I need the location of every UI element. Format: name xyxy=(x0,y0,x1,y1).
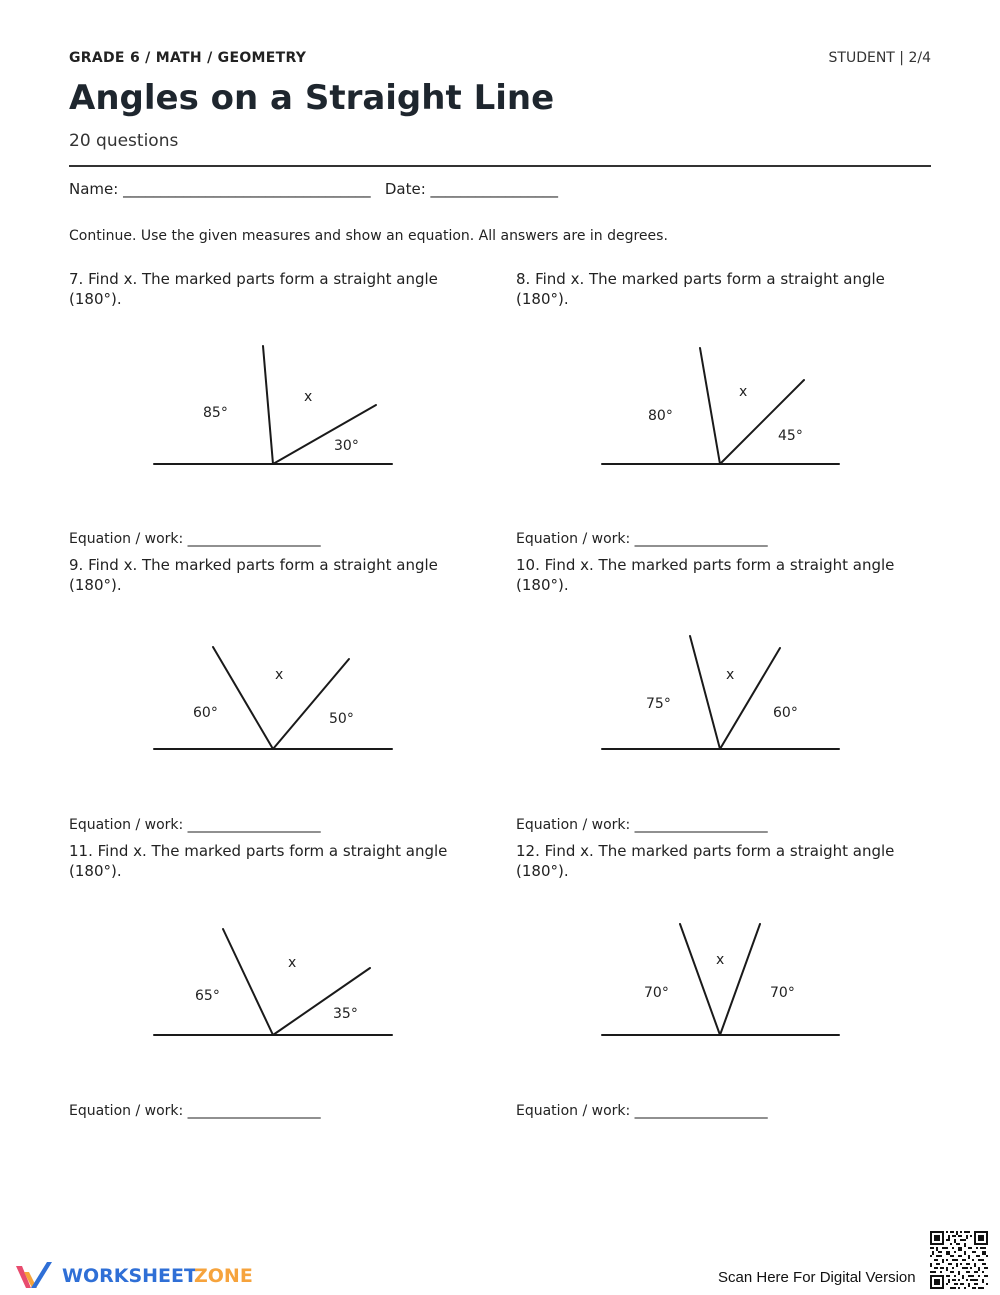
question-9-diagram xyxy=(100,625,480,825)
ray-left xyxy=(700,348,720,464)
question-8-diagram xyxy=(548,340,928,540)
ray-right xyxy=(720,648,780,749)
right-angle-label: 45° xyxy=(778,428,803,444)
instructions: Continue. Use the given measures and show an equation. All answers are in degrees. xyxy=(69,228,668,244)
question-11-diagram xyxy=(100,911,480,1111)
question-12-work-line[interactable]: Equation / work: ___________________ xyxy=(516,1103,768,1119)
left-angle-label: 80° xyxy=(648,408,673,424)
question-10-diagram xyxy=(548,625,928,825)
question-8-work-line[interactable]: Equation / work: ___________________ xyxy=(516,531,768,547)
right-angle-label: 35° xyxy=(333,1006,358,1022)
header-divider xyxy=(69,165,931,167)
name-date-fields[interactable]: Name: _________________________________ Date: _________________ xyxy=(69,180,559,198)
question-7-work-line[interactable]: Equation / work: ___________________ xyxy=(69,531,321,547)
page-info: STUDENT | 2/4 xyxy=(828,50,931,66)
qr-code-icon[interactable] xyxy=(930,1231,988,1289)
right-angle-label: 70° xyxy=(770,985,795,1001)
right-angle-label: 60° xyxy=(773,705,798,721)
ray-right xyxy=(720,380,804,464)
unknown-angle-label: x xyxy=(739,384,748,400)
question-7-text: 7. Find x. The marked parts form a straight angle (180°). xyxy=(69,270,438,308)
scan-caption: Scan Here For Digital Version xyxy=(718,1269,916,1286)
question-8-text: 8. Find x. The marked parts form a straight angle (180°). xyxy=(516,270,885,308)
unknown-angle-label: x xyxy=(304,389,313,405)
question-12-text: 12. Find x. The marked parts form a straight angle (180°). xyxy=(516,842,895,880)
unknown-angle-label: x xyxy=(726,667,735,683)
ray-left xyxy=(223,929,273,1035)
right-angle-label: 30° xyxy=(334,438,359,454)
question-11-work-line[interactable]: Equation / work: ___________________ xyxy=(69,1103,321,1119)
unknown-angle-label: x xyxy=(716,952,725,968)
left-angle-label: 75° xyxy=(646,696,671,712)
worksheetzone-logo[interactable] xyxy=(14,1258,254,1292)
unknown-angle-label: x xyxy=(288,955,297,971)
ray-right xyxy=(720,924,760,1035)
ray-left xyxy=(263,346,273,464)
question-7-diagram xyxy=(100,340,480,540)
right-angle-label: 50° xyxy=(329,711,354,727)
unknown-angle-label: x xyxy=(275,667,284,683)
logo-text-worksheet: WORKSHEET xyxy=(62,1265,197,1287)
ray-left xyxy=(213,647,273,749)
question-10-work-line[interactable]: Equation / work: ___________________ xyxy=(516,817,768,833)
left-angle-label: 65° xyxy=(195,988,220,1004)
ray-left xyxy=(690,636,720,749)
ray-right xyxy=(273,968,370,1035)
question-12-diagram xyxy=(548,911,928,1111)
question-9-work-line[interactable]: Equation / work: ___________________ xyxy=(69,817,321,833)
logo-text-zone: ZONE xyxy=(194,1265,253,1287)
logo-check-icon xyxy=(16,1262,52,1288)
breadcrumb: GRADE 6 / MATH / GEOMETRY xyxy=(69,50,307,66)
left-angle-label: 60° xyxy=(193,705,218,721)
ray-left xyxy=(680,924,720,1035)
question-10-text: 10. Find x. The marked parts form a straight angle (180°). xyxy=(516,556,895,594)
question-9-text: 9. Find x. The marked parts form a straight angle (180°). xyxy=(69,556,438,594)
left-angle-label: 70° xyxy=(644,985,669,1001)
question-count: 20 questions xyxy=(69,131,179,151)
ray-right xyxy=(273,659,349,749)
question-11-text: 11. Find x. The marked parts form a straight angle (180°). xyxy=(69,842,448,880)
ray-right xyxy=(273,405,376,464)
page-title: Angles on a Straight Line xyxy=(69,78,555,118)
left-angle-label: 85° xyxy=(203,405,228,421)
